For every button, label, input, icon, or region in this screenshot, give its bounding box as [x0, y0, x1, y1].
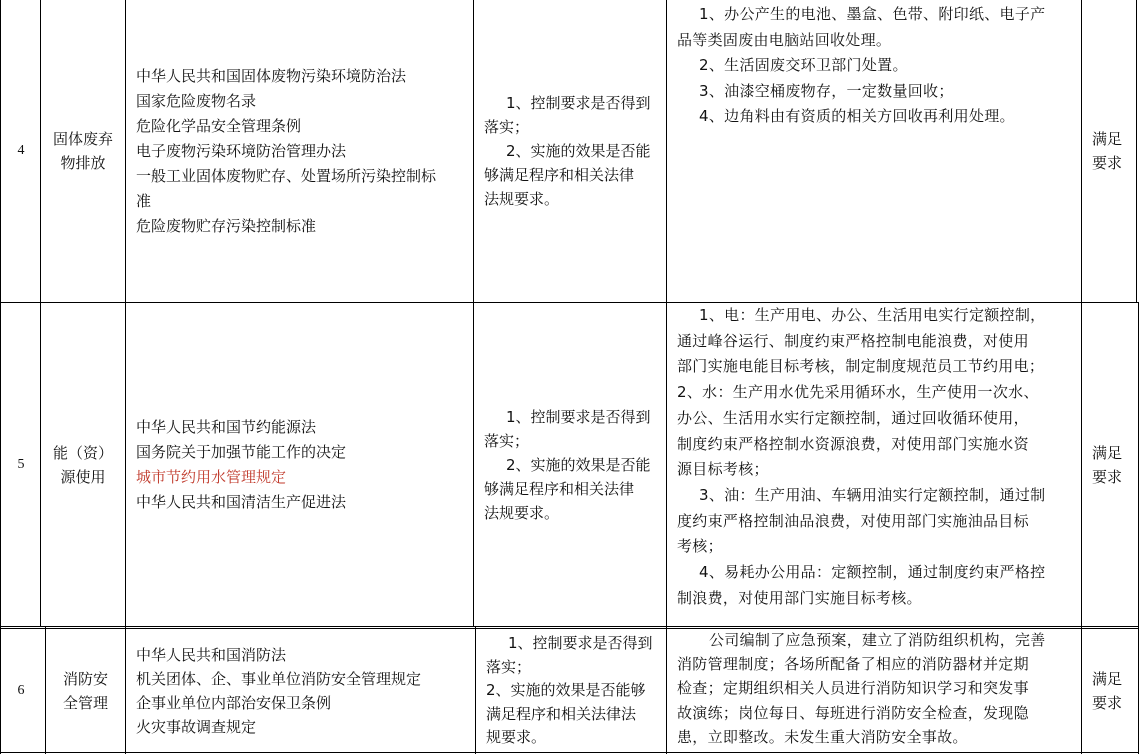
regulation: 中华人民共和国消防法	[136, 646, 287, 664]
regulation: 国务院关于加强节能工作的决定	[136, 442, 347, 461]
item-name: 消防安 全管理	[62, 670, 108, 712]
row-number: 4	[17, 143, 25, 158]
table-row	[0, 628, 1139, 754]
grid-line	[666, 0, 667, 754]
regulation: 中华人民共和国固体废物污染环境防治法	[136, 66, 407, 85]
regulation: 准	[136, 191, 152, 210]
regulation: 电子废物污染环境防治管理办法	[136, 141, 347, 160]
grid-line	[475, 627, 476, 754]
regulation-list	[126, 303, 473, 626]
regulation: 中华人民共和国清洁生产促进法	[136, 492, 347, 511]
item-name: 能（资） 源使用	[52, 443, 113, 486]
grid-line	[1136, 0, 1137, 302]
grid-line	[0, 302, 1139, 303]
grid-line	[45, 627, 46, 754]
row-number: 5	[17, 456, 25, 472]
grid-line	[0, 752, 1139, 753]
grid-line	[1081, 0, 1082, 754]
compliance-result: 满足 要求	[1091, 670, 1122, 712]
grid-line	[0, 628, 1139, 629]
regulation: 企事业单位内部治安保卫条例	[136, 694, 332, 712]
grid-line	[40, 0, 41, 626]
evaluation-requirement: 1、控制要求是否得到 落实； 2、实施的效果是否能 够满足程序和相关法律 法规要求。	[484, 407, 651, 522]
row-number: 6	[17, 683, 25, 698]
evaluation-requirement: 1、控制要求是否得到 落实； 2、实施的效果是否能够 满足程序和相关法律法 规要求。	[486, 634, 653, 747]
regulation: 中华人民共和国节约能源法	[136, 417, 317, 436]
regulation-list	[126, 0, 473, 302]
table-row	[0, 303, 1139, 626]
grid-line	[125, 0, 126, 754]
regulation: 国家危险废物名录	[136, 91, 257, 110]
regulation-list	[126, 628, 473, 754]
evaluation-requirement: 1、控制要求是否得到 落实； 2、实施的效果是否能 够满足程序和相关法律 法规要求。	[484, 94, 651, 208]
item-name: 固体废弃 物排放	[52, 130, 113, 172]
grid-line	[0, 626, 1139, 627]
table-row	[0, 0, 1139, 302]
regulation: 火灾事故调查规定	[136, 718, 257, 736]
regulation: 机关团体、企、事业单位消防安全管理规定	[136, 670, 422, 688]
control-measures: 1、办公产生的电池、墨盒、色带、附印纸、电子产 品等类固废由电脑站回收处理。 2、生活固废交环卫部门处置。 3、油漆空桶废物存，一定数量回收； 4、边角料由有资质的相关方回收再利用处理。	[677, 5, 1046, 125]
grid-line	[473, 0, 474, 626]
compliance-result: 满足 要求	[1091, 443, 1122, 486]
control-measures: 1、电：生产用电、办公、生活用电实行定额控制， 通过峰谷运行、制度约束严格控制电能浪费，对使用 部门实施电能目标考核，制定制度规范员工节约用电； 2、水：生产用水优先采用循环水，生产使用一次水、 办公、生活用水实行定额控制，通过回收循环使用， 制度约束严格控制水资源浪费，对使用部门实施水资 源目标考核； 3、油：生产用油、车辆用油实行定额控制，通过制 度约束严格控制油品浪费，对使用部门实施油品目标 考核； 4、易耗办公用品：定额控制，通过制度约束严格控 制浪费，对使用部门实施目标考核。	[677, 306, 1046, 607]
regulation: 危险废物贮存污染控制标准	[136, 216, 317, 235]
regulation: 一般工业固体废物贮存、处置场所污染控制标	[136, 166, 437, 185]
grid-line	[0, 0, 1, 754]
compliance-result: 满足 要求	[1091, 130, 1122, 172]
regulation: 危险化学品安全管理条例	[136, 116, 302, 135]
regulation-highlighted: 城市节约用水管理规定	[136, 467, 287, 486]
control-measures: 公司编制了应急预案，建立了消防组织机构，完善 消防管理制度；各场所配备了相应的消防器材并定期 检查；定期组织相关人员进行消防知识学习和突发事 故演练；岗位每日、每班进行消防安全检查，发现隐 患，立即整改。未发生重大消防安全事故。	[677, 631, 1046, 746]
